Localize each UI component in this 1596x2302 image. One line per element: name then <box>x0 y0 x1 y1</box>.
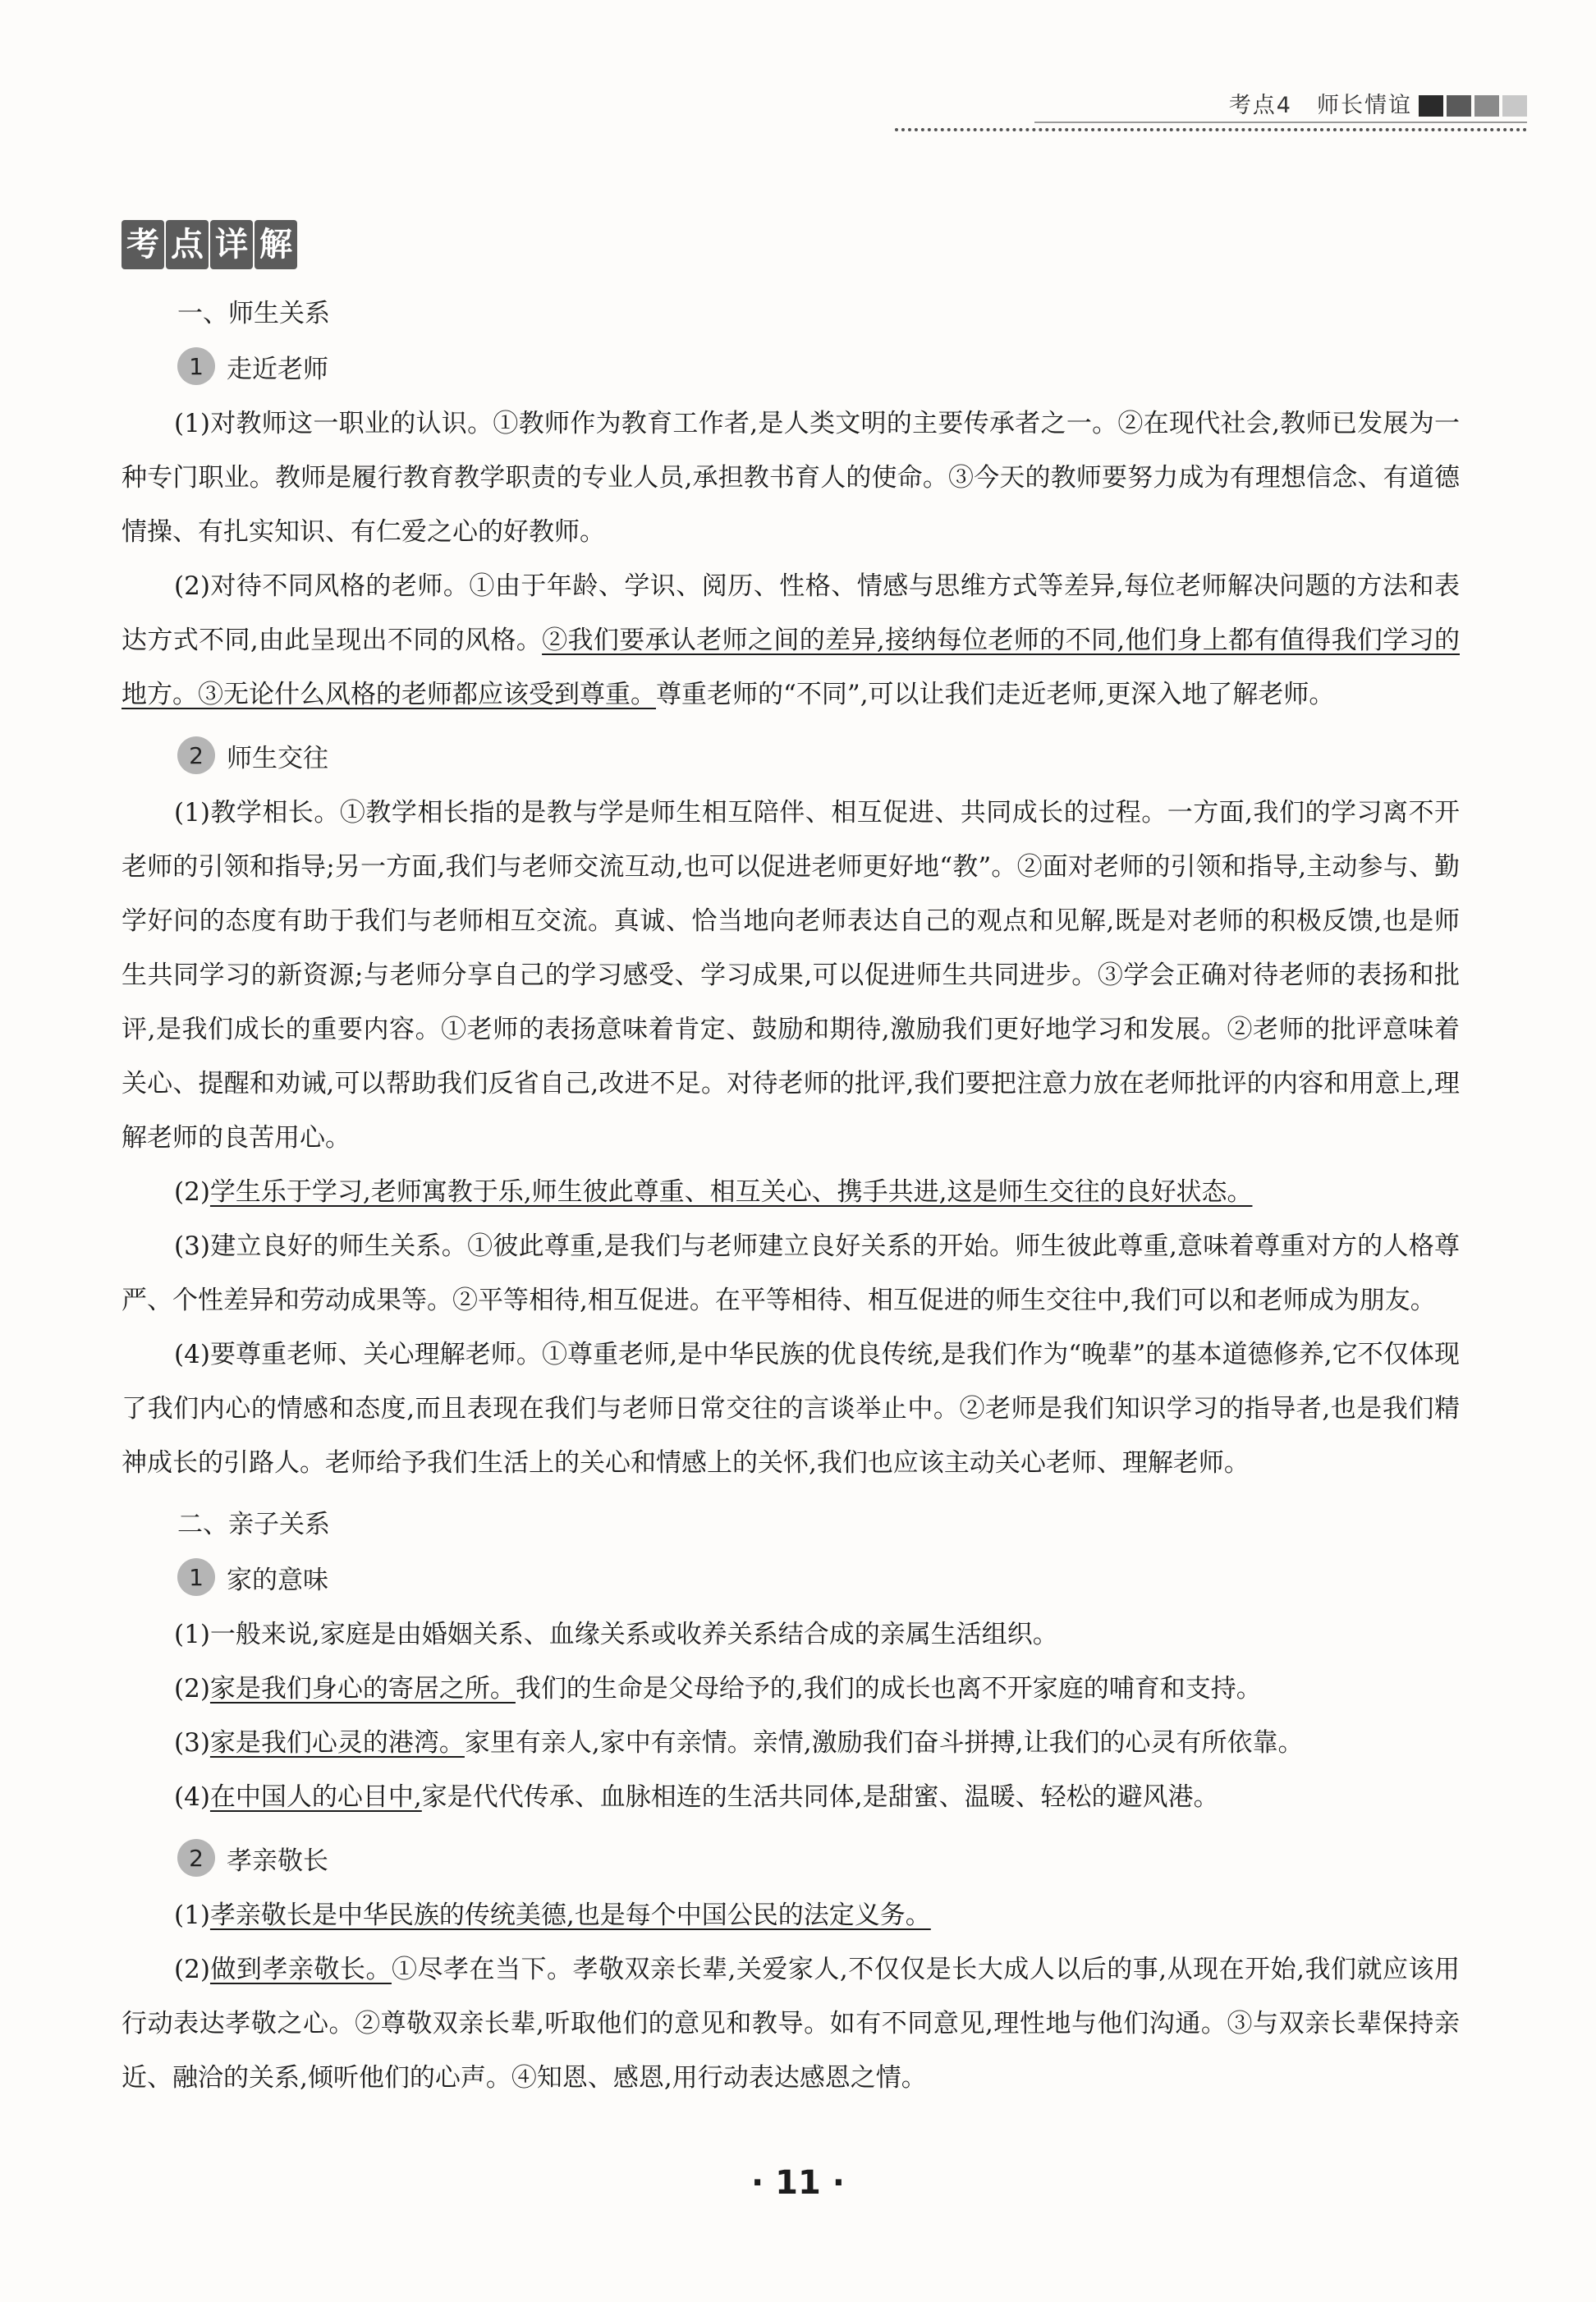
text-run: (2) <box>174 1955 210 1984</box>
paragraph <box>122 1165 1460 1219</box>
section-banner <box>122 220 1460 269</box>
text-run: 家是代代传承、血脉相连的生活共同体,是甜蜜、温暖、轻松的避风港。 <box>421 1782 1219 1812</box>
text-run: ①尽孝在当下。孝敬双亲长辈,关爱家人,不仅仅是长大成人以后的事,从现在开始,我们就应该用行动表达孝敬之心。②尊敬双亲长辈,听取他们的意见和教导。如有不同意见,理性地与他们沟通。③与双亲长辈保持亲近、融洽的关系,倾听他们的心声。④知恩、感恩,用行动表达感恩之情。 <box>122 1955 1460 2093</box>
underlined-text: 家是我们身心的寄居之所。 <box>209 1674 516 1704</box>
text-run: 家里有亲人,家中有亲情。亲情,激励我们奋斗拼搏,让我们的心灵有所依靠。 <box>464 1728 1304 1758</box>
subheading-label: 师生交往 <box>227 743 328 773</box>
part2-title: 二、亲子关系 <box>177 1510 330 1539</box>
page-header <box>1018 82 1527 140</box>
header-square <box>1447 95 1471 117</box>
header-square <box>1474 95 1499 117</box>
underlined-text: 在中国人的心目中, <box>209 1782 422 1812</box>
paragraph: (1)一般来说,家庭是由婚姻关系、血缘关系或收养关系结合成的亲属生活组织。 <box>174 1620 1058 1649</box>
paragraph: (4)要尊重老师、关心理解老师。①尊重老师,是中华民族的优良传统,是我们作为“晚辈”的基本道德修养,它不仅体现了我们内心的情感和态度,而且表现在我们与老师日常交往的言谈举止中。②老师是我们知识学习的指导者,也是我们精神成长的引路人。老师给予我们生活上的关心和情感上的关怀,我们也应该主动关心老师、理解老师。 <box>122 1340 1460 1478</box>
paragraph <box>122 1888 1460 1942</box>
paragraph <box>122 1770 1460 1824</box>
subheading-label: 走近老师 <box>227 354 328 384</box>
banner-char: 点 <box>166 220 209 269</box>
paragraph <box>122 1662 1460 1716</box>
paragraph: (1)对教师这一职业的认识。①教师作为教育工作者,是人类文明的主要传承者之一。②在现代社会,教师已发展为一种专门职业。教师是履行教育教学职责的专业人员,承担教书育人的使命。③今天的教师要努力成为有理想信念、有道德情操、有扎实知识、有仁爱之心的好教师。 <box>122 409 1460 547</box>
page-content <box>122 220 1460 2105</box>
header-text <box>1229 87 1412 119</box>
part1-sub1-heading <box>177 347 1460 385</box>
underlined-text: ②我们要承认老师之间的差异,接纳每位老师的不同,他们身上都有值得我们学习的地方。 <box>122 626 1460 709</box>
text-run: (1) <box>174 1901 210 1930</box>
text-run: (2)对待不同风格的老师。①由于年龄、学识、阅历、性格、情感与思维方式等差异,每位老师解决问题的方法和表达方式不同,由此呈现出不同的风格。 <box>122 571 1460 655</box>
paragraph <box>122 1716 1460 1770</box>
paragraph <box>122 559 1460 722</box>
text-run: (2) <box>174 1177 210 1207</box>
text-run: (3) <box>174 1728 210 1758</box>
banner-char: 详 <box>210 220 253 269</box>
number-badge: 2 <box>177 1839 215 1877</box>
underlined-text: 家是我们心灵的港湾。 <box>209 1728 465 1758</box>
part2-sub1-heading <box>177 1558 1460 1596</box>
number-badge: 2 <box>177 736 215 774</box>
subheading-label: 家的意味 <box>227 1565 328 1595</box>
banner-char: 解 <box>255 220 297 269</box>
text-run: 我们的生命是父母给予的,我们的成长也离不开家庭的哺育和支持。 <box>515 1674 1262 1704</box>
underlined-text: 孝亲敬长是中华民族的传统美德,也是每个中国公民的法定义务。 <box>209 1901 931 1930</box>
header-dotted-rule <box>895 128 1527 131</box>
part1-title: 一、师生关系 <box>177 299 330 328</box>
paragraph <box>122 1942 1460 2105</box>
header-exam-point: 考点4 <box>1228 93 1292 118</box>
header-square <box>1419 95 1443 117</box>
page-number: · 11 · <box>751 2164 845 2202</box>
header-square <box>1502 95 1527 117</box>
header-topic: 师长情谊 <box>1317 93 1412 118</box>
underlined-text: 学生乐于学习,老师寓教于乐,师生彼此尊重、相互关心、携手共进,这是师生交往的良好状态。 <box>209 1177 1253 1207</box>
header-rule <box>1034 122 1527 123</box>
paragraph: (3)建立良好的师生关系。①彼此尊重,是我们与老师建立良好关系的开始。师生彼此尊重,意味着尊重对方的人格尊严、个性差异和劳动成果等。②平等相待,相互促进。在平等相待、相互促进的师生交往中,我们可以和老师成为朋友。 <box>122 1231 1460 1315</box>
underlined-text: 做到孝亲敬长。 <box>209 1955 392 1984</box>
text-run: (2) <box>174 1674 210 1704</box>
paragraph: (1)教学相长。①教学相长指的是教与学是师生相互陪伴、相互促进、共同成长的过程。一方面,我们的学习离不开老师的引领和指导;另一方面,我们与老师交流互动,也可以促进老师更好地“教”。②面对老师的引领和指导,主动参与、勤学好问的态度有助于我们与老师相互交流。真诚、恰当地向老师表达自己的观点和见解,既是对老师的积极反馈,也是师生共同学习的新资源;与老师分享自己的学习感受、学习成果,可以促进师生共同进步。③学会正确对待老师的表扬和批评,是我们成长的重要内容。①老师的表扬意味着肯定、鼓励和期待,激励我们更好地学习和发展。②老师的批评意味着关心、提醒和劝诫,可以帮助我们反省自己,改进不足。对待老师的批评,我们要把注意力放在老师批评的内容和用意上,理解老师的良苦用心。 <box>122 798 1460 1153</box>
number-badge: 1 <box>177 1558 215 1596</box>
number-badge: 1 <box>177 347 215 385</box>
underlined-text: ③无论什么风格的老师都应该受到尊重。 <box>198 680 656 709</box>
part1-sub2-heading <box>177 736 1460 774</box>
text-run: (4) <box>174 1782 210 1812</box>
banner-char: 考 <box>122 220 164 269</box>
header-decoration <box>1419 95 1527 117</box>
part2-sub2-heading <box>177 1839 1460 1877</box>
subheading-label: 孝亲敬长 <box>227 1846 328 1876</box>
text-run: 尊重老师的“不同”,可以让我们走近老师,更深入地了解老师。 <box>656 680 1335 709</box>
